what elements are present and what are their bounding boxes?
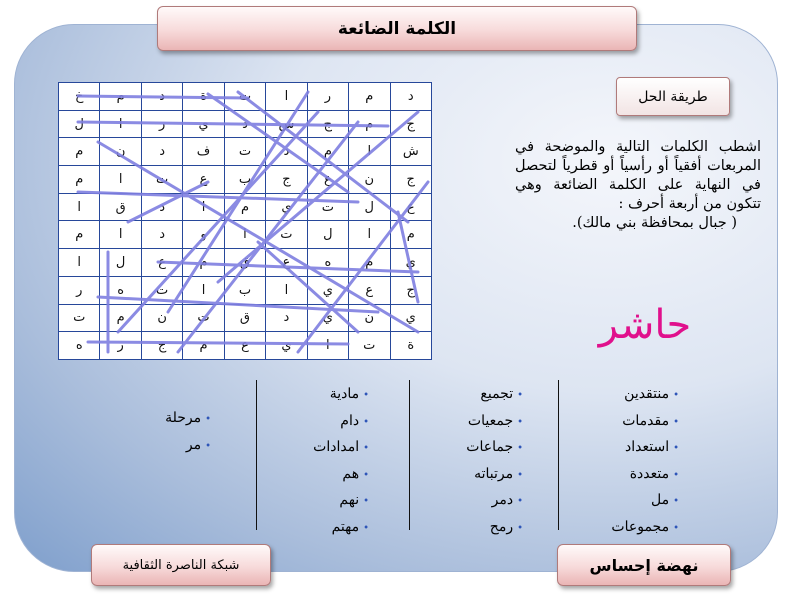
grid-cell: د (266, 138, 307, 166)
grid-row (59, 193, 432, 221)
grid-cell: ج (307, 110, 348, 138)
grid-cell: ي (307, 304, 348, 332)
word-item (313, 435, 369, 462)
word-item (165, 433, 211, 460)
word-item (611, 462, 679, 489)
bullet-icon: • (673, 443, 679, 454)
page-title: الكلمة الضائعة (157, 6, 637, 51)
grid-cell: ج (390, 110, 432, 138)
grid-cell: ش (390, 138, 432, 166)
bullet-icon: • (673, 390, 679, 401)
bullet-icon: • (673, 469, 679, 481)
grid-row (59, 332, 432, 360)
grid-cell: ع (349, 276, 390, 304)
grid-cell: ت (224, 83, 265, 111)
word-item (466, 488, 523, 515)
grid-cell: ت (59, 304, 100, 332)
answer-text: حاشر (598, 302, 692, 348)
grid-cell: ي (266, 332, 307, 360)
bullet-icon: • (517, 390, 523, 401)
grid-row (59, 304, 432, 332)
bullet-icon: • (517, 416, 523, 428)
grid-cell: ه (307, 249, 348, 277)
word-text: مجموعات (611, 518, 670, 535)
grid-cell: ل (307, 221, 348, 249)
grid-cell: م (390, 221, 432, 249)
grid-cell: ت (141, 166, 182, 194)
bullet-icon: • (363, 416, 369, 428)
grid-cell: ا (349, 138, 390, 166)
column-divider (558, 380, 559, 530)
grid-cell: ا (266, 83, 307, 111)
footer-right-label: نهضة إحساس (557, 544, 731, 586)
grid-cell: ج (390, 166, 432, 194)
word-item (313, 409, 369, 436)
word-text: امدادات (313, 439, 360, 455)
word-text: مهتم (331, 518, 360, 535)
word-item (611, 515, 679, 542)
word-text: دمر (491, 492, 514, 508)
word-item (466, 382, 523, 409)
word-column-3 (313, 382, 369, 541)
grid-cell: ع (390, 193, 432, 221)
grid-cell: ا (224, 221, 265, 249)
grid-cell: ت (307, 193, 348, 221)
grid-cell: ة (390, 332, 432, 360)
grid-cell: ا (100, 221, 141, 249)
grid-cell: ه (59, 332, 100, 360)
grid-cell: م (349, 83, 390, 111)
grid-cell: ن (100, 138, 141, 166)
grid-cell: ي (183, 110, 224, 138)
grid-cell: م (183, 332, 224, 360)
word-text: مقدمات (622, 412, 670, 429)
method-label: طريقة الحل (616, 77, 730, 116)
word-item (611, 382, 679, 409)
grid-cell: ة (183, 83, 224, 111)
word-item (466, 435, 523, 462)
word-item (313, 382, 369, 409)
word-text: مرحلة (165, 410, 202, 426)
grid-cell: ل (100, 249, 141, 277)
word-item (313, 515, 369, 542)
bullet-icon: • (363, 443, 369, 454)
instructions-note: ( جبال بمحافظة بني مالك). (572, 215, 737, 231)
grid-cell: ف (183, 138, 224, 166)
grid-row (59, 166, 432, 194)
grid-cell: ت (141, 276, 182, 304)
word-text: مادية (329, 386, 360, 402)
grid-cell: ر (59, 276, 100, 304)
bullet-icon: • (673, 416, 679, 428)
grid-cell: ق (224, 304, 265, 332)
grid-cell: ج (266, 166, 307, 194)
grid-cell: ا (183, 276, 224, 304)
grid-cell: م (349, 249, 390, 277)
grid-cell: د (390, 83, 432, 111)
answer-word (545, 300, 745, 358)
grid-cell: ع (183, 166, 224, 194)
grid-cell: ب (224, 276, 265, 304)
word-item (165, 406, 211, 433)
bullet-icon: • (517, 443, 523, 454)
word-item (466, 462, 523, 489)
grid-cell: ي (266, 193, 307, 221)
grid-cell: م (100, 304, 141, 332)
grid-cell: ع (141, 249, 182, 277)
grid-cell: م (183, 249, 224, 277)
word-text: دام (340, 412, 360, 429)
grid-cell: ي (307, 276, 348, 304)
grid-cell: و (183, 221, 224, 249)
word-text: مر (185, 436, 202, 453)
word-item (611, 488, 679, 515)
word-text: استعداد (625, 439, 670, 455)
grid-cell: ع (307, 166, 348, 194)
instructions (515, 138, 761, 233)
word-text: متعددة (629, 465, 670, 482)
grid-cell: ع (224, 332, 265, 360)
grid-cell: ه (100, 276, 141, 304)
grid-cell: م (100, 83, 141, 111)
bullet-icon: • (363, 522, 369, 534)
bullet-icon: • (363, 390, 369, 401)
grid-cell: د (141, 83, 182, 111)
word-text: تجميع (480, 386, 514, 402)
grid-cell: م (59, 221, 100, 249)
grid-cell: ت (224, 138, 265, 166)
word-text: هم (342, 465, 360, 482)
bullet-icon: • (517, 469, 523, 481)
grid-cell: د (141, 221, 182, 249)
bullet-icon: • (673, 522, 679, 534)
word-text: منتقدين (624, 386, 670, 402)
grid-cell: م (59, 166, 100, 194)
word-text: مل (650, 492, 670, 508)
grid-cell: ي (390, 304, 432, 332)
grid-cell: ن (349, 304, 390, 332)
grid-cell: ا (349, 221, 390, 249)
grid-cell: ل (59, 110, 100, 138)
grid-cell: ج (141, 332, 182, 360)
grid-cell: ا (307, 332, 348, 360)
bullet-icon: • (517, 496, 523, 507)
grid-cell: ن (141, 304, 182, 332)
grid-cell: ق (224, 249, 265, 277)
word-text: رمح (489, 518, 514, 535)
bullet-icon: • (205, 414, 211, 425)
grid-cell: ب (224, 166, 265, 194)
word-item (611, 435, 679, 462)
grid-row (59, 110, 432, 138)
grid-row (59, 83, 432, 111)
grid-cell: م (307, 138, 348, 166)
word-text: جمعيات (467, 412, 514, 429)
grid-cell: ن (349, 166, 390, 194)
word-item (611, 409, 679, 436)
grid-cell: ق (100, 193, 141, 221)
grid-cell: ا (59, 249, 100, 277)
word-column-1 (611, 382, 679, 541)
column-divider (409, 380, 410, 530)
grid-cell: ا (100, 166, 141, 194)
grid-cell: ر (100, 332, 141, 360)
grid-row (59, 276, 432, 304)
bullet-icon: • (673, 496, 679, 507)
grid-row (59, 221, 432, 249)
grid-cell: د (141, 193, 182, 221)
grid-row (59, 249, 432, 277)
word-text: جماعات (466, 439, 514, 455)
grid-cell: ت (183, 304, 224, 332)
grid-cell: ا (266, 276, 307, 304)
bullet-icon: • (517, 522, 523, 534)
grid-cell: ا (183, 193, 224, 221)
footer-left-label: شبكة الناصرة الثقافية (91, 544, 271, 586)
word-text: نهم (339, 492, 360, 508)
grid-cell: ت (349, 332, 390, 360)
word-item (466, 515, 523, 542)
word-grid (58, 82, 432, 360)
word-text: مرتباته (474, 465, 514, 482)
word-column-2 (466, 382, 523, 541)
grid-cell: ل (349, 193, 390, 221)
word-item (313, 488, 369, 515)
instructions-text: اشطب الكلمات التالية والموضحة في المربعات أفقياً أو رأسياً أو قطرياً لتحصل في النهاية على الكلمة الضائعة وهي تتكون من أربعة أحرف : (515, 139, 761, 212)
grid-cell: م (349, 110, 390, 138)
bullet-icon: • (363, 496, 369, 507)
grid-cell: ر (141, 110, 182, 138)
grid-cell: ا (100, 110, 141, 138)
grid-row (59, 138, 432, 166)
grid-cell: ي (390, 249, 432, 277)
grid-cell: ع (266, 249, 307, 277)
grid-cell: ت (266, 221, 307, 249)
grid-cell: ج (390, 276, 432, 304)
grid-cell: س (266, 110, 307, 138)
grid-cell: د (224, 110, 265, 138)
grid-cell: د (266, 304, 307, 332)
grid-cell: خ (59, 83, 100, 111)
bullet-icon: • (205, 440, 211, 452)
grid-cell: ر (307, 83, 348, 111)
column-divider (256, 380, 257, 530)
grid-cell: م (224, 193, 265, 221)
grid-cell: د (141, 138, 182, 166)
word-item (466, 409, 523, 436)
bullet-icon: • (363, 469, 369, 481)
word-column-4 (165, 406, 211, 459)
grid-cell: م (59, 138, 100, 166)
grid-cell: ا (59, 193, 100, 221)
word-item (313, 462, 369, 489)
